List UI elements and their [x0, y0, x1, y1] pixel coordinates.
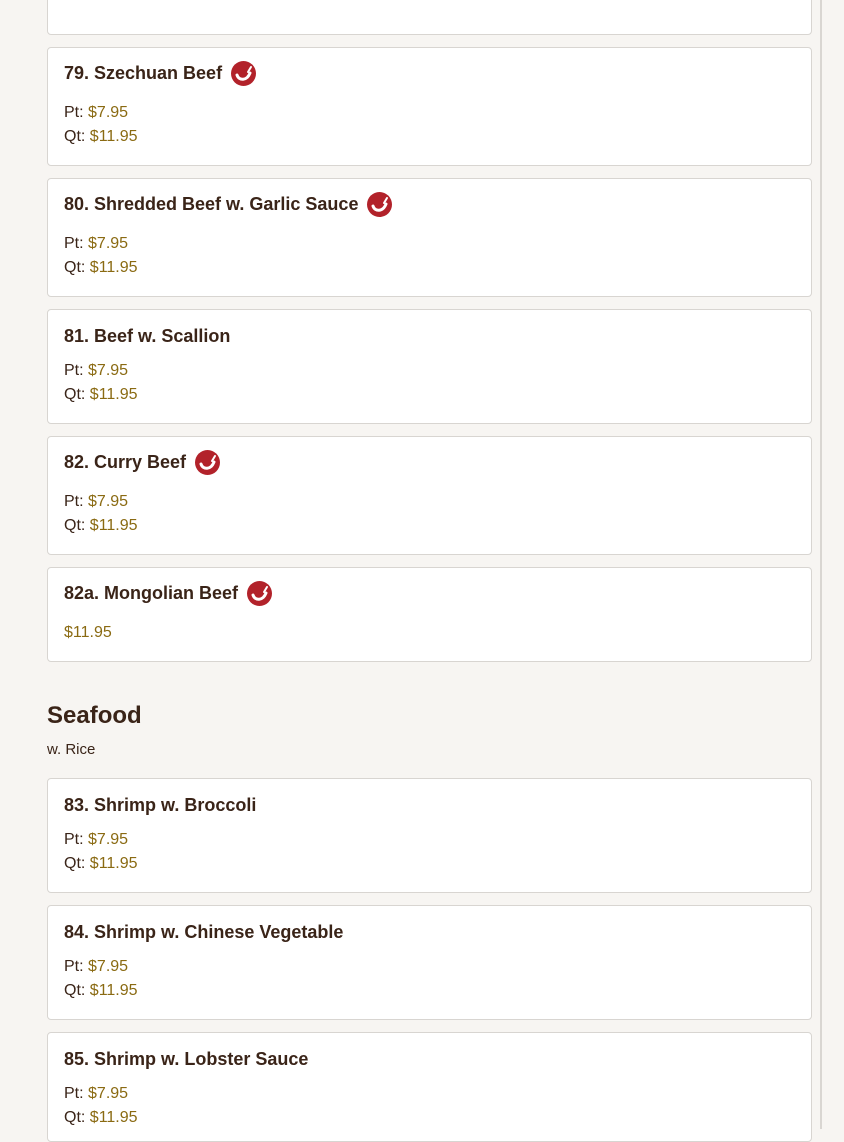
section-title: Seafood [47, 702, 142, 729]
menu-item-name: 84. Shrimp w. Chinese Vegetable [64, 922, 344, 942]
menu-item-name: 80. Shredded Beef w. Garlic Sauce [64, 194, 359, 214]
chili-pepper-icon [247, 581, 272, 606]
qt-label: Qt: [64, 855, 86, 872]
qt-price-line [64, 982, 138, 1000]
qt-price: $11.95 [89, 1109, 138, 1126]
pt-price: $7.95 [88, 493, 129, 510]
qt-price: $11.95 [89, 982, 138, 999]
qt-label: Qt: [64, 1109, 86, 1126]
pt-label: Pt: [64, 235, 84, 252]
pt-price: $7.95 [88, 831, 129, 848]
qt-label: Qt: [64, 982, 86, 999]
qt-price-line [64, 386, 138, 404]
pt-price-line [64, 235, 128, 253]
qt-label: Qt: [64, 259, 86, 276]
menu-item-card[interactable] [47, 905, 812, 1020]
pt-price: $7.95 [88, 104, 129, 121]
pt-label: Pt: [64, 1085, 84, 1102]
qt-price-line [64, 517, 138, 535]
qt-price-line [64, 1109, 138, 1127]
qt-price: $11.95 [89, 517, 138, 534]
menu-item-name: 83. Shrimp w. Broccoli [64, 795, 257, 815]
menu-item-card[interactable] [47, 436, 812, 555]
menu-item-title [64, 450, 220, 475]
pt-price: $7.95 [88, 958, 129, 975]
chili-pepper-icon [231, 61, 256, 86]
pt-label: Pt: [64, 362, 84, 379]
menu-item-name: 85. Shrimp w. Lobster Sauce [64, 1049, 309, 1069]
qt-label: Qt: [64, 517, 86, 534]
chili-pepper-icon [367, 192, 392, 217]
menu-item-name: 82a. Mongolian Beef [64, 583, 239, 603]
menu-item-name: 82. Curry Beef [64, 452, 187, 472]
pt-label: Pt: [64, 831, 84, 848]
pt-price: $7.95 [88, 1085, 129, 1102]
pt-price: $7.95 [88, 235, 129, 252]
menu-item-title [64, 581, 272, 606]
chili-pepper-icon [195, 450, 220, 475]
qt-price: $11.95 [89, 386, 138, 403]
qt-price-line [64, 855, 138, 873]
qt-price: $11.95 [89, 855, 138, 872]
pt-price-line [64, 362, 128, 380]
menu-item-title [64, 61, 256, 86]
menu-item-card[interactable] [47, 567, 812, 662]
menu-item-card[interactable] [47, 47, 812, 166]
menu-item-title [64, 192, 392, 217]
menu-item-card[interactable] [47, 0, 812, 35]
price: $11.95 [64, 624, 112, 641]
menu-item-title [64, 795, 256, 816]
menu-item-card[interactable] [47, 778, 812, 893]
pt-label: Pt: [64, 958, 84, 975]
pt-price-line [64, 831, 128, 849]
qt-label: Qt: [64, 386, 86, 403]
pt-price-line [64, 104, 128, 122]
pt-price-line [64, 1085, 128, 1103]
pt-label: Pt: [64, 493, 84, 510]
qt-label: Qt: [64, 128, 86, 145]
menu-item-title [64, 922, 343, 943]
menu-item-card[interactable] [47, 178, 812, 297]
pt-label: Pt: [64, 104, 84, 121]
menu-item-title [64, 1049, 308, 1070]
pt-price-line [64, 493, 128, 511]
section-subtitle: w. Rice [47, 741, 96, 758]
pt-price-line [64, 958, 128, 976]
menu-item-card[interactable] [47, 1032, 812, 1142]
menu-item-name: 81. Beef w. Scallion [64, 326, 231, 346]
menu-item-title [64, 326, 230, 347]
price-line [64, 624, 112, 642]
qt-price: $11.95 [89, 259, 138, 276]
qt-price-line [64, 128, 138, 146]
qt-price-line [64, 259, 138, 277]
qt-price: $11.95 [89, 128, 138, 145]
pt-price: $7.95 [88, 362, 129, 379]
menu-item-name: 79. Szechuan Beef [64, 63, 223, 83]
menu-item-card[interactable] [47, 309, 812, 424]
